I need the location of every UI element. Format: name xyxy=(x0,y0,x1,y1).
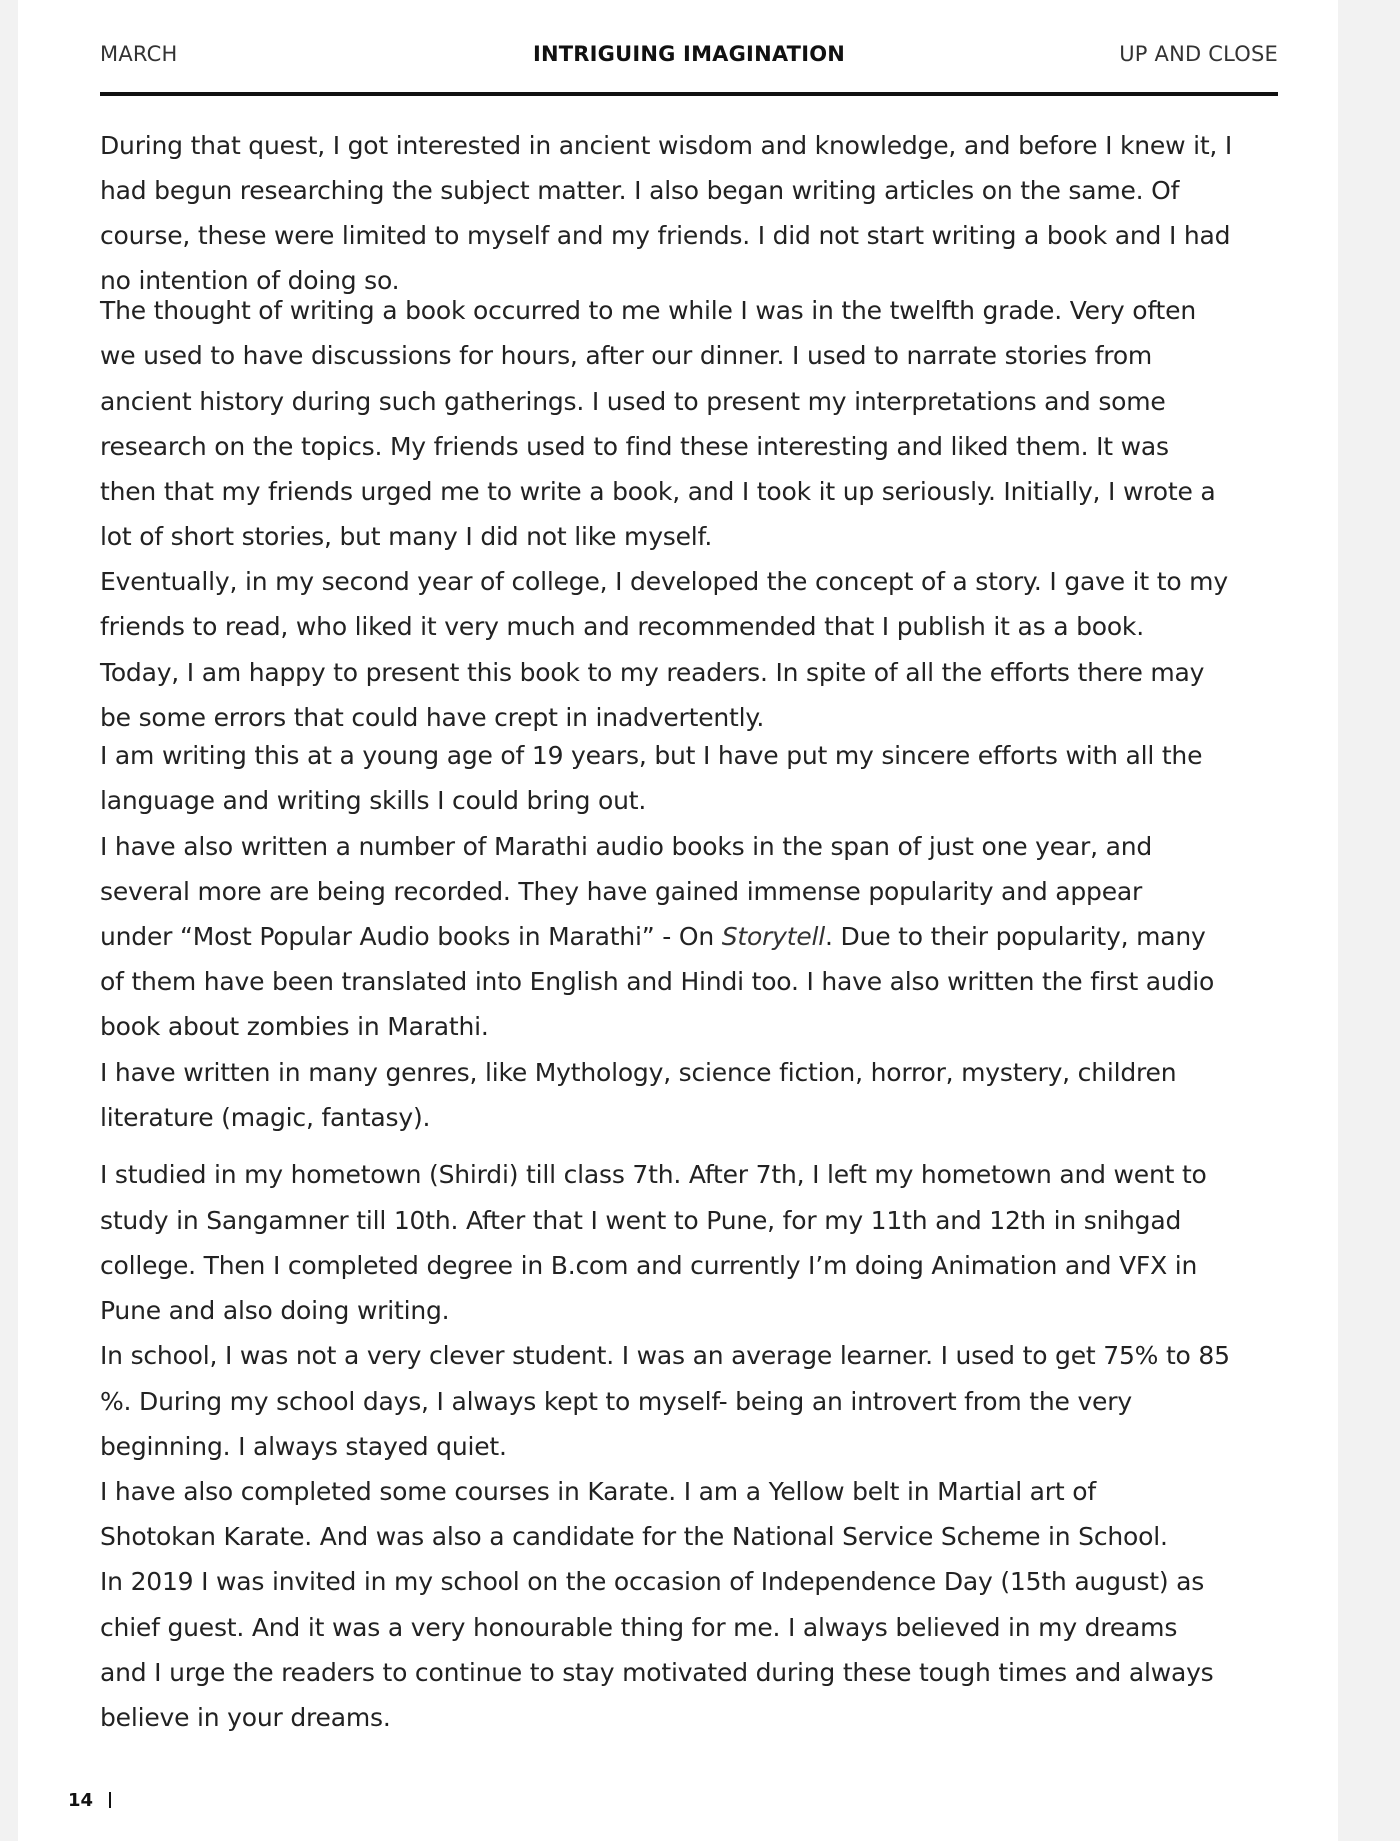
text-segment: . Due to their popularity, many xyxy=(825,922,1206,951)
text-line: we used to have discussions for hours, after our dinner. I used to narrate stories from xyxy=(100,341,1153,370)
text-line: I am writing this at a young age of 19 years, but I have put my sincere efforts with all the xyxy=(100,741,1203,770)
text-line: believe in your dreams. xyxy=(100,1703,391,1732)
text-line: beginning. I always stayed quiet. xyxy=(100,1432,507,1461)
text-line: The thought of writing a book occurred to me while I was in the twelfth grade. Very often xyxy=(100,296,1196,325)
magazine-page xyxy=(18,0,1338,1841)
text-line: I have also completed some courses in Karate. I am a Yellow belt in Martial art of xyxy=(100,1477,1096,1506)
text-line: I have written in many genres, like Mythology, science fiction, horror, mystery, children xyxy=(100,1058,1177,1087)
text-line: In school, I was not a very clever student. I was an average learner. I used to get 75% to 85 xyxy=(100,1341,1230,1370)
text-line: chief guest. And it was a very honourable thing for me. I always believed in my dreams xyxy=(100,1613,1178,1642)
text-line: friends to read, who liked it very much and recommended that I publish it as a book. xyxy=(100,612,1144,641)
header-section-title: INTRIGUING IMAGINATION xyxy=(532,42,846,66)
text-line: lot of short stories, but many I did not like myself. xyxy=(100,522,713,551)
text-line: Shotokan Karate. And was also a candidate for the National Service Scheme in School. xyxy=(100,1522,1168,1551)
text-line: Today, I am happy to present this book to my readers. In spite of all the efforts there may xyxy=(100,658,1205,687)
header-divider xyxy=(100,92,1278,96)
text-line: several more are being recorded. They have gained immense popularity and appear xyxy=(100,877,1143,906)
storytell-italic: Storytell xyxy=(721,922,826,951)
footer-divider xyxy=(109,1792,111,1808)
text-line: course, these were limited to myself and my friends. I did not start writing a book and I had xyxy=(100,221,1231,250)
text-line: Eventually, in my second year of college, I developed the concept of a story. I gave it to my xyxy=(100,567,1228,596)
text-line: I have also written a number of Marathi audio books in the span of just one year, and xyxy=(100,832,1153,861)
text-line-storytell xyxy=(100,921,1206,953)
page-number: 14 xyxy=(68,1790,94,1811)
text-segment: under “Most Popular Audio books in Marathi” - On xyxy=(100,922,722,951)
text-line: literature (magic, fantasy). xyxy=(100,1103,431,1132)
text-line: be some errors that could have crept in inadvertently. xyxy=(100,703,765,732)
running-header xyxy=(100,42,1278,72)
text-line: book about zombies in Marathi. xyxy=(100,1012,489,1041)
text-line: study in Sangamner till 10th. After that I went to Pune, for my 11th and 12th in snihgad xyxy=(100,1206,1182,1235)
text-line: In 2019 I was invited in my school on the occasion of Independence Day (15th august) as xyxy=(100,1567,1205,1596)
text-line: language and writing skills I could bring out. xyxy=(100,786,647,815)
page-footer xyxy=(68,1790,111,1811)
text-line: %. During my school days, I always kept to myself- being an introvert from the very xyxy=(100,1387,1132,1416)
text-line: ancient history during such gatherings. I used to present my interpretations and some xyxy=(100,387,1166,416)
text-line: Pune and also doing writing. xyxy=(100,1296,450,1325)
text-line: of them have been translated into English and Hindi too. I have also written the first audio xyxy=(100,967,1215,996)
text-line: I studied in my hometown (Shirdi) till class 7th. After 7th, I left my hometown and went to xyxy=(100,1160,1207,1189)
text-line: college. Then I completed degree in B.com and currently I’m doing Animation and VFX in xyxy=(100,1251,1198,1280)
text-line: research on the topics. My friends used to find these interesting and liked them. It was xyxy=(100,432,1169,461)
text-line: and I urge the readers to continue to stay motivated during these tough times and always xyxy=(100,1658,1214,1687)
text-line: During that quest, I got interested in ancient wisdom and knowledge, and before I knew it, I xyxy=(100,131,1233,160)
text-line: had begun researching the subject matter. I also began writing articles on the same. Of xyxy=(100,176,1180,205)
text-line: then that my friends urged me to write a book, and I took it up seriously. Initially, I wrote a xyxy=(100,477,1216,506)
text-line: no intention of doing so. xyxy=(100,266,400,295)
header-month: MARCH xyxy=(100,42,178,66)
header-column-name: UP AND CLOSE xyxy=(1119,42,1278,66)
